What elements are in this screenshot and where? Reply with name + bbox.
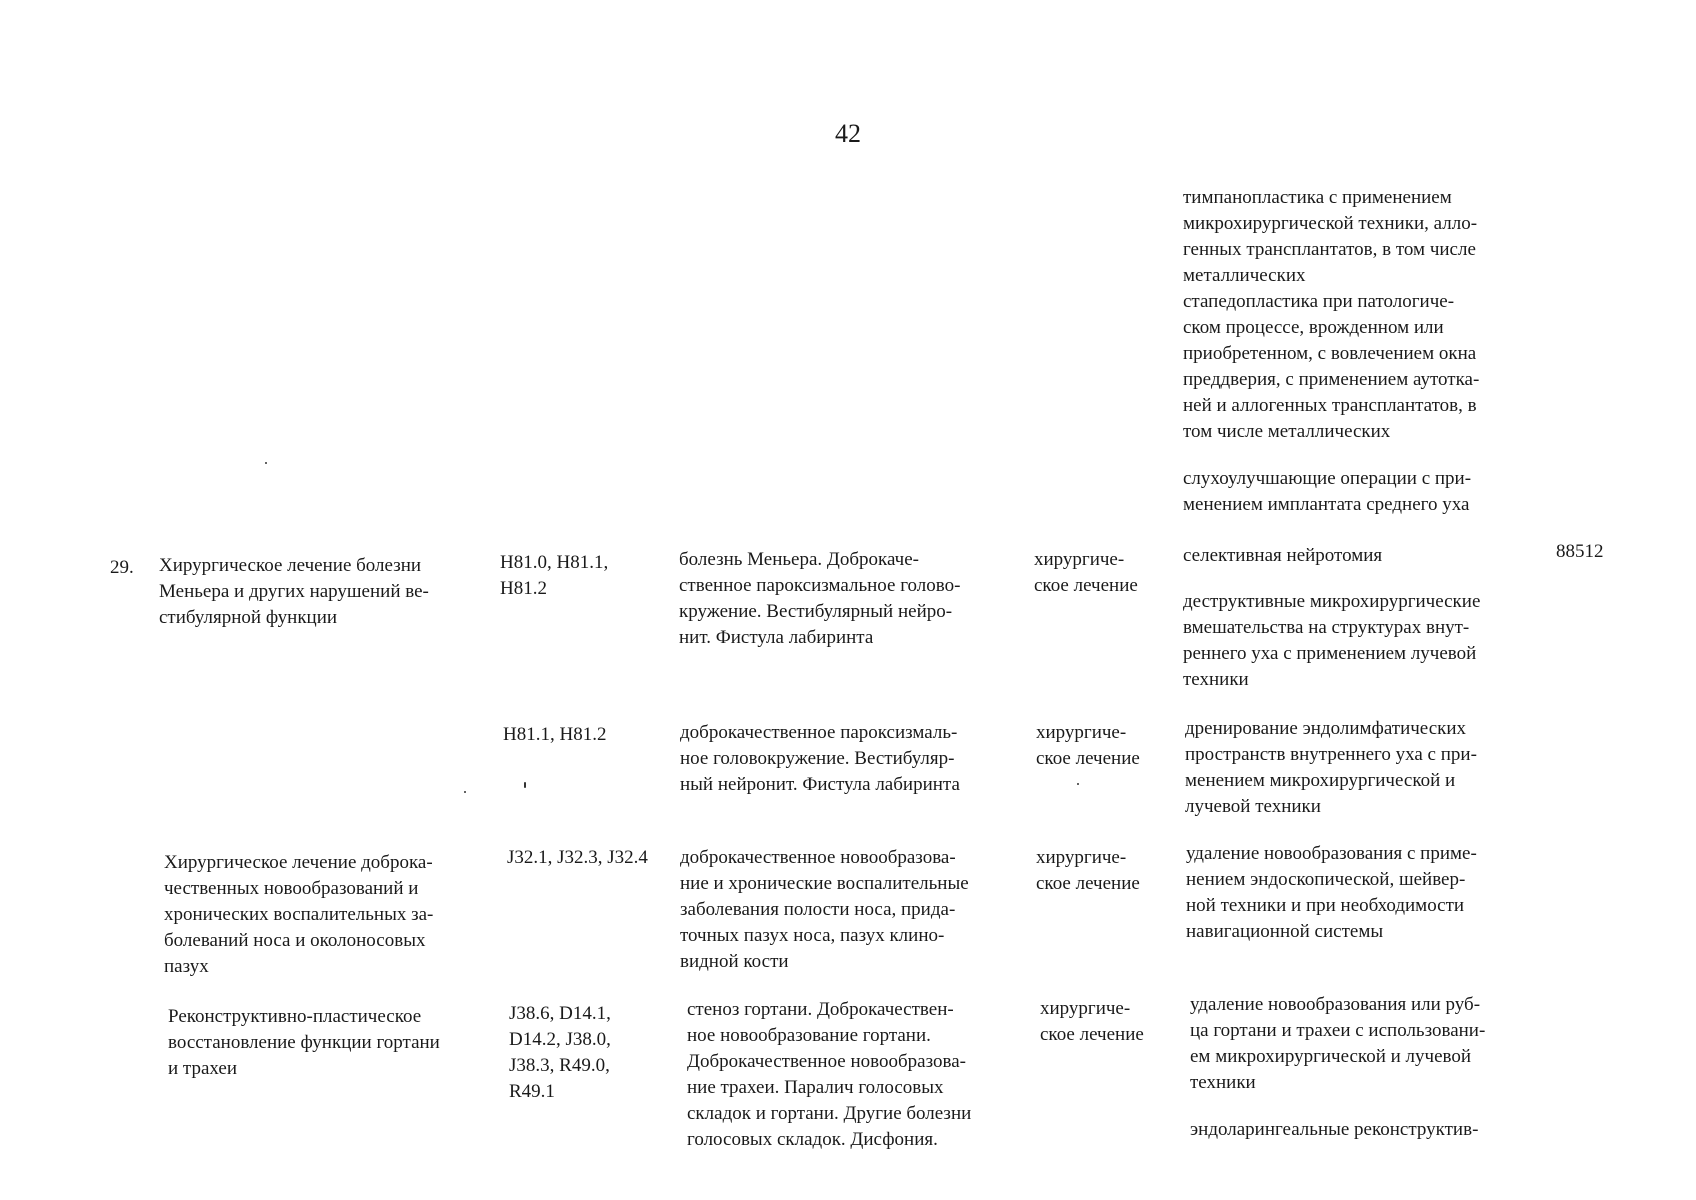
treatment-type: хирургиче- ское лечение xyxy=(1034,549,1138,596)
icd-codes: J38.6, D14.1, D14.2, J38.0, J38.3, R49.0, R49.1 xyxy=(509,1003,611,1102)
treatment-type: хирургиче- ское лечение xyxy=(1040,998,1144,1045)
patient-model: болезнь Меньера. Доброкаче- ственное пароксизмальное голово- кружение. Вестибулярный нейро- нит. Фистула лабиринта xyxy=(679,549,961,648)
patient-model: доброкачественное новообразова- ние и хронические воспалительные заболевания полости носа, прида- точных пазух носа, пазух клино- видной кости xyxy=(680,847,969,972)
scan-speck xyxy=(265,462,267,464)
page-number: 42 xyxy=(835,119,861,148)
method-destructive-microsurgery: деструктивные микрохирургические вмешательства на структурах внут- реннего уха с применением лучевой техники xyxy=(1183,591,1481,690)
icd-codes: J32.1, J32.3, J32.4 xyxy=(507,847,648,868)
method-hearing-improvement: слухоулучшающие операции с при- менением имплантата среднего уха xyxy=(1183,468,1472,515)
care-type-larynx-trachea: Реконструктивно-пластическое восстановление функции гортани и трахеи xyxy=(168,1006,440,1079)
icd-codes: H81.1, H81.2 xyxy=(503,724,607,745)
care-type-meniere: Хирургическое лечение болезни Меньера и других нарушений ве- стибулярной функции xyxy=(159,555,429,628)
icd-codes: H81.0, H81.1, H81.2 xyxy=(500,552,609,599)
method-selective-neurotomy: селективная нейротомия xyxy=(1183,545,1383,566)
patient-model: доброкачественное пароксизмаль- ное головокружение. Вестибуляр- ный нейронит. Фистула лабиринта xyxy=(680,722,960,795)
method-tympanoplasty-stapedoplasty: тимпанопластика с применением микрохирургической техники, алло- генных трансплантатов, в том числе металлических стапедопластика при патологиче- ском процессе, врожденном или приобретенном, с вовлечением окна преддверия, с применением аутотка- ней и аллогенных трансплантатов, в том числе металлических xyxy=(1183,187,1480,442)
method-endoscopic-removal: удаление новообразования с приме- нением эндоскопической, шейвер- ной техники и при необходимости навигационной системы xyxy=(1186,843,1477,942)
treatment-type: хирургиче- ское лечение xyxy=(1036,722,1140,769)
care-type-nose-sinuses: Хирургическое лечение доброка- чественных новообразований и хронических воспалительных за- болеваний носа и околоносовых пазух xyxy=(164,852,434,977)
row-number: 29. xyxy=(110,557,134,578)
scan-speck xyxy=(524,782,526,788)
scan-speck xyxy=(1077,783,1079,785)
patient-model: стеноз гортани. Доброкачествен- ное новообразование гортани. Доброкачественное новообразова- ние трахеи. Паралич голосовых складок и гортани. Другие болезни голосовых складок. Дисфония. xyxy=(687,999,972,1150)
scan-speck xyxy=(464,791,466,793)
method-endolymphatic-drainage: дренирование эндолимфатических пространств внутреннего уха с при- менением микрохирургической и лучевой техники xyxy=(1185,718,1477,817)
treatment-type: хирургиче- ское лечение xyxy=(1036,847,1140,894)
method-scar-removal: удаление новообразования или руб- ца гортани и трахеи с использовани- ем микрохирургической и лучевой техники xyxy=(1190,994,1486,1093)
method-endolaryngeal-reconstruction: эндоларингеальные реконструктив- xyxy=(1190,1119,1479,1140)
cost-norm: 88512 xyxy=(1556,541,1604,562)
